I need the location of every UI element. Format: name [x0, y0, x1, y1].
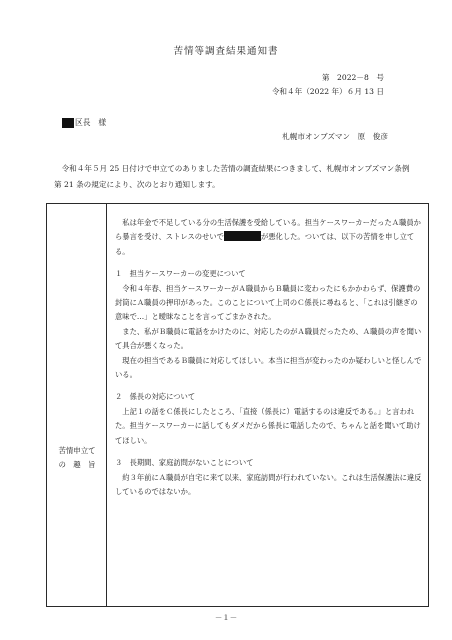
intro-paragraph	[54, 161, 410, 192]
section-paragraph: 上記１の話をＣ係長にしたところ、「直接（係長に）電話するのは違反である。」と言われた。担当ケースワーカーに話してもダメだから係長に電話したので、ちゃんと話を聞いて助けてほしい。	[115, 406, 421, 445]
section-paragraph: 現在の担当であるＢ職員に対応してほしい。本当に担当が変わったのか疑わしいと怪しんでいる。	[115, 355, 422, 380]
document-title: 苦情等調査結果通知書	[173, 46, 279, 57]
section-paragraph: 約３年前にＡ職員が自宅に来て以来、家庭訪問が行われていない。これは生活保護法に違反しているのではないか。	[115, 472, 422, 496]
redaction-block	[62, 118, 74, 128]
document-date: 令和４年（2022 年）６月 13 日	[271, 87, 384, 96]
label-line-1: 苦情申立て	[58, 446, 96, 455]
redaction-block	[224, 231, 261, 241]
table-label-cell	[47, 204, 107, 606]
intro-text: 令和４年５月 25 日付けで申立てのありました苦情の調査結果につきまして、札幌市オンブズマン条例第 21 条の規定により、次のとおり通知します。	[54, 164, 410, 189]
addressee-title: 区長 様	[75, 118, 107, 127]
lead-text-after: が悪化した。ついては、以下の苦情を申し立てる。	[115, 232, 415, 256]
lead-paragraph	[115, 216, 423, 259]
table-content-cell	[115, 216, 423, 499]
label-line-2: の 趣 旨	[58, 460, 96, 469]
page-number: －１－	[214, 613, 238, 622]
section-heading: ２ 係長の対応について	[115, 392, 196, 402]
document-number: 第 2022－8 号	[321, 73, 384, 82]
table-label	[47, 444, 107, 472]
sender-name: 札幌市オンブズマン 原 俊彦	[282, 132, 388, 141]
section-heading: １ 担当ケースワーカーの変更について	[115, 269, 246, 279]
section-heading: ３ 長期間、家庭訪問がないことについて	[115, 458, 254, 468]
section-paragraph: 令和４年春、担当ケースワーカーがＡ職員からＢ職員に変わったにもかかわらず、保護費の封筒にＡ職員の押印があった。このことについて上司のＣ係長に尋ねると、「これは引継ぎの意味で…」と曖昧なことを言ってごまかされた。	[115, 283, 421, 322]
lead-text-before: 私は年金で不足している分の生活保護を受給している。担当ケースワーカーだったＡ職員から暴言を受け、ストレスのせいで	[115, 218, 421, 242]
addressee	[62, 117, 106, 128]
complaint-table	[46, 203, 429, 607]
section-paragraph: また、私がＢ職員に電話をかけたのに、対応したのがＡ職員だったため、Ａ職員の声を聞いて具合が悪くなった。	[115, 326, 422, 351]
